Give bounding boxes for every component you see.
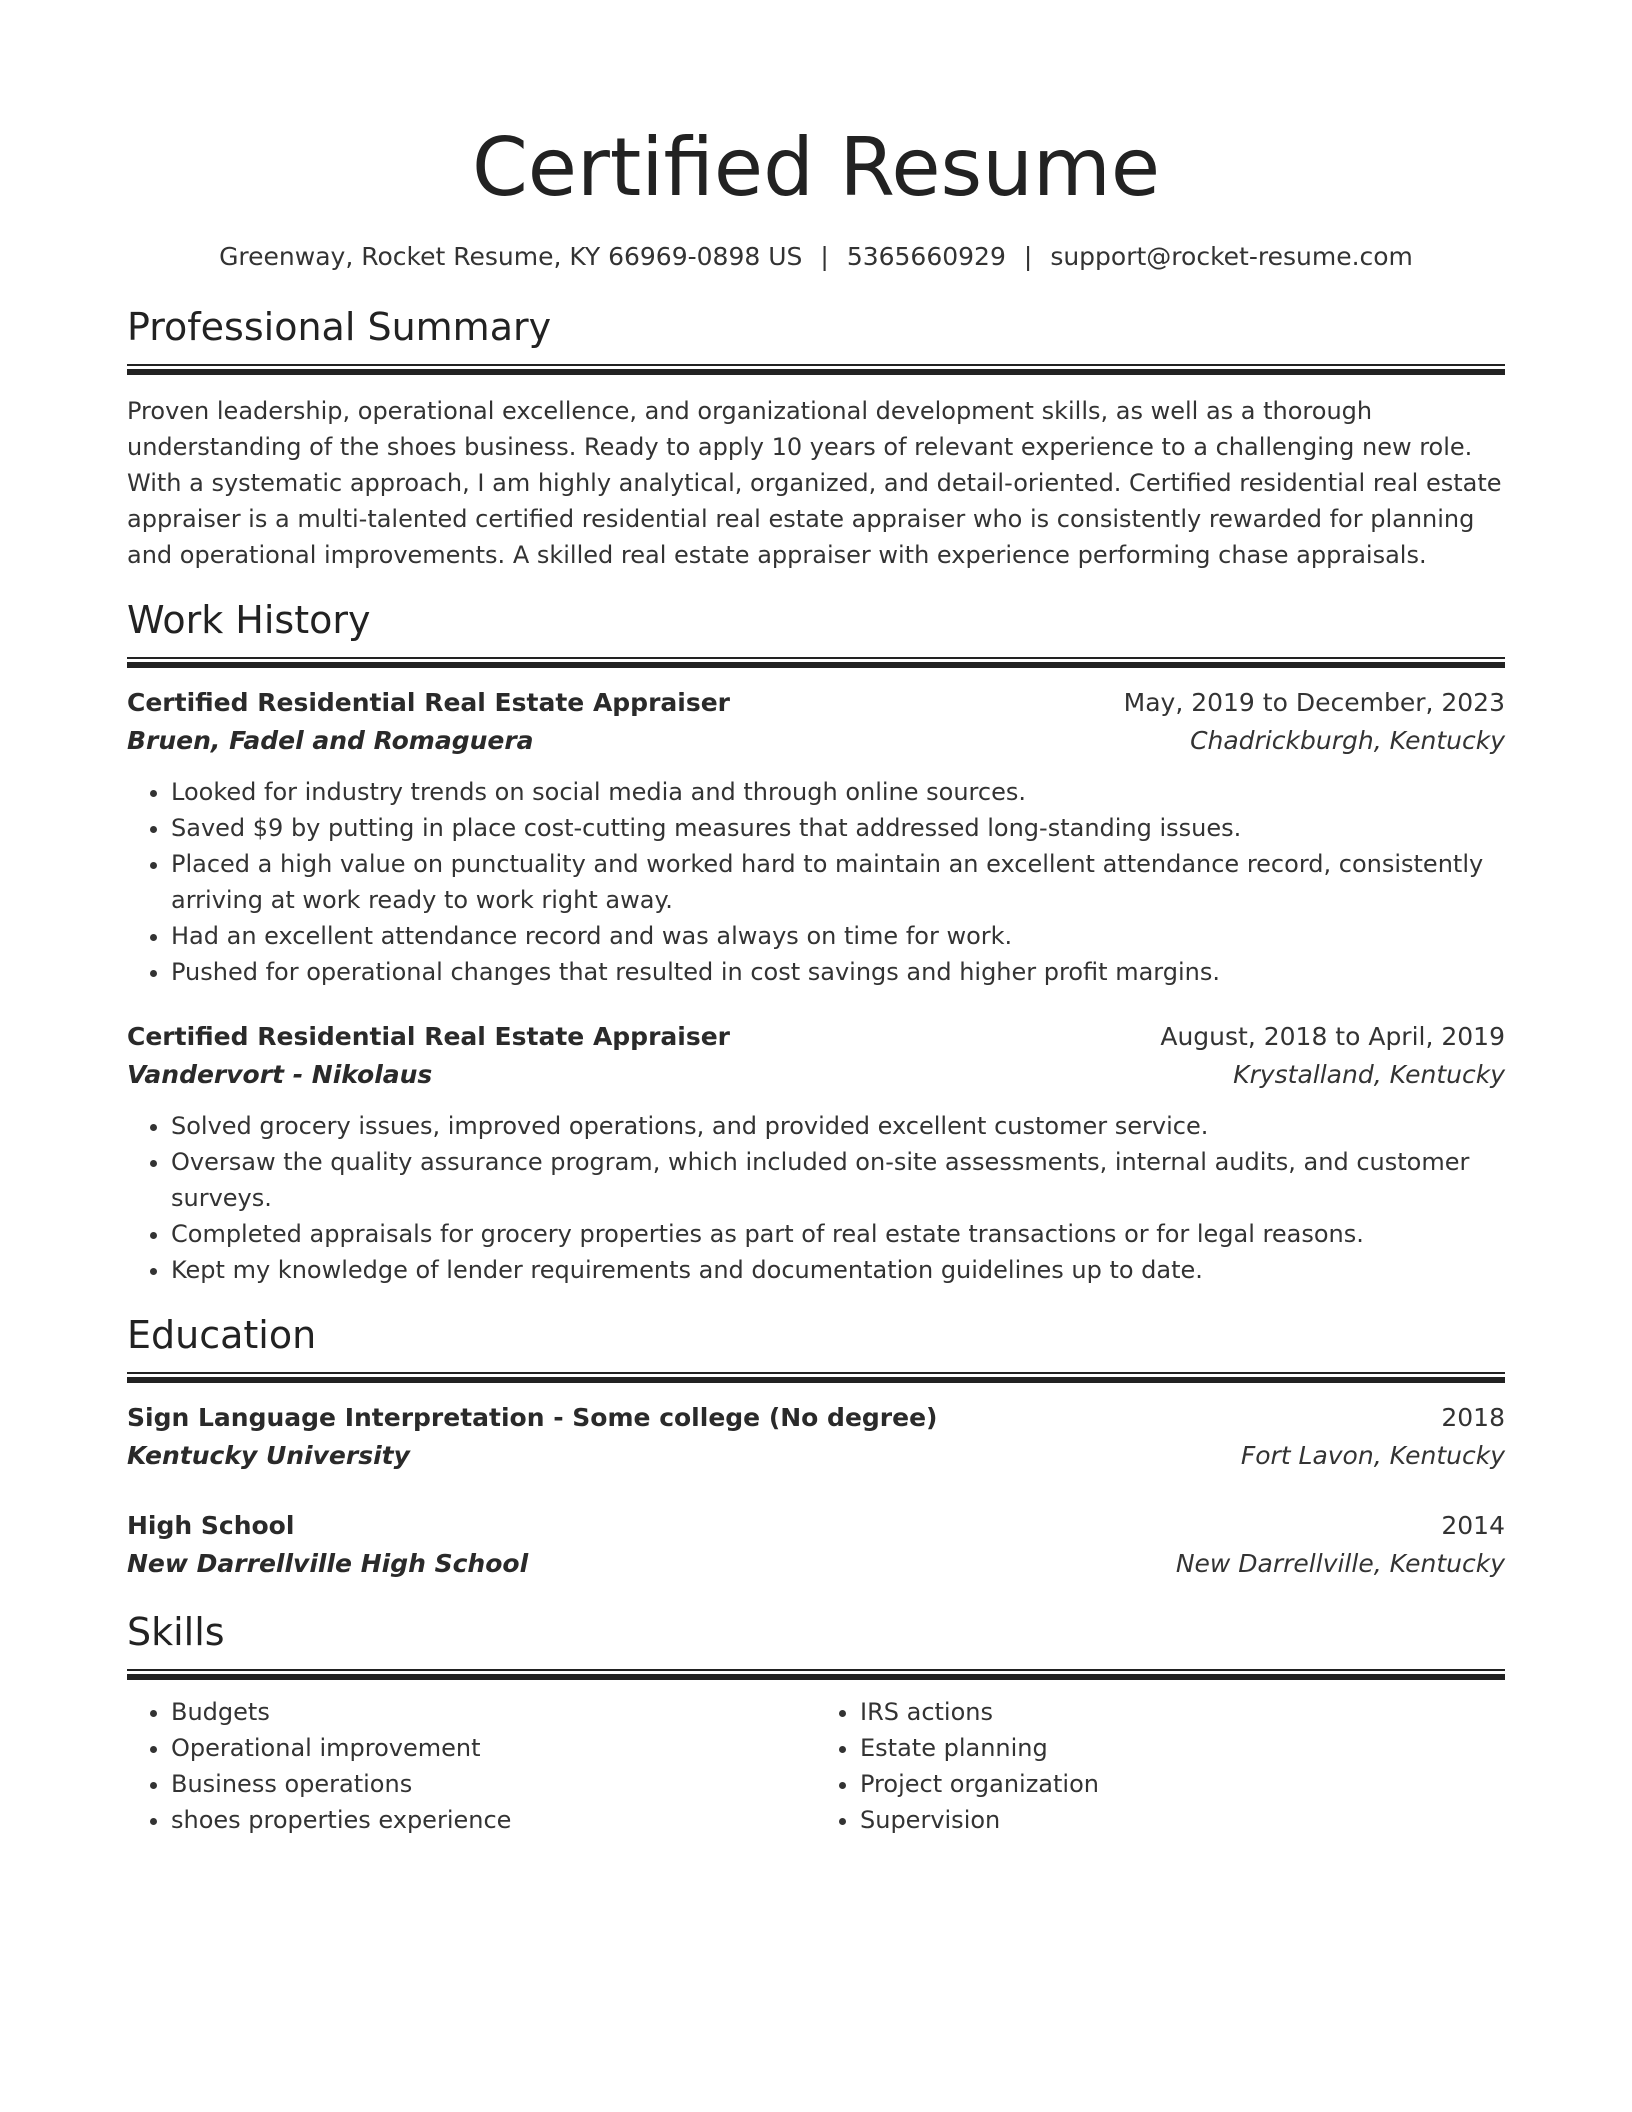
contact-address: Greenway, Rocket Resume, KY 66969-0898 US — [219, 242, 803, 271]
work-history-section — [127, 595, 1505, 1288]
job-bullets — [127, 774, 1505, 990]
contact-email: support@rocket-resume.com — [1050, 242, 1413, 271]
education-header-row — [127, 1507, 1505, 1545]
skill-item: • Supervision — [860, 1802, 1505, 1838]
job-dates: May, 2019 to December, 2023 — [1123, 688, 1505, 717]
section-title-skills: Skills — [127, 1610, 225, 1654]
job-company: Vandervort - Nikolaus — [127, 1060, 433, 1089]
list-item: • Had an excellent attendance record and was always on time for work. — [171, 918, 1505, 954]
job-title: Certified Residential Real Estate Appraiser — [127, 1022, 731, 1051]
job-location: Krystalland, Kentucky — [1233, 1060, 1505, 1089]
section-divider — [127, 1669, 1505, 1680]
skills-list-right — [816, 1694, 1505, 1838]
list-item: • Placed a high value on punctuality and worked hard to maintain an excellent attendance record, consistently arriving at work ready to work right away. — [171, 846, 1505, 918]
job-title: Certified Residential Real Estate Appraiser — [127, 688, 731, 717]
education-school: Kentucky University — [127, 1441, 410, 1470]
skill-item: • Operational improvement — [171, 1730, 816, 1766]
job-bullets — [127, 1108, 1505, 1288]
skills-list-left — [127, 1694, 816, 1838]
education-location: Fort Lavon, Kentucky — [1240, 1441, 1505, 1470]
section-divider — [127, 1372, 1505, 1383]
job-location: Chadrickburgh, Kentucky — [1190, 726, 1505, 755]
skill-item: • Project organization — [860, 1766, 1505, 1802]
skills-section — [127, 1607, 1505, 1838]
contact-separator: | — [1023, 242, 1033, 271]
skill-item: • Estate planning — [860, 1730, 1505, 1766]
list-item: • Completed appraisals for grocery properties as part of real estate transactions or for legal reasons. — [171, 1216, 1505, 1252]
job-company-row — [127, 1056, 1505, 1094]
list-item: • Solved grocery issues, improved operations, and provided excellent customer service. — [171, 1108, 1505, 1144]
education-degree: Sign Language Interpretation - Some college (No degree) — [127, 1403, 938, 1432]
education-section — [127, 1310, 1505, 1583]
skills-columns — [127, 1694, 1505, 1838]
education-year: 2014 — [1441, 1511, 1505, 1540]
resume-name: Certified Resume — [471, 121, 1161, 214]
job-header-row — [127, 1018, 1505, 1056]
education-location: New Darrellville, Kentucky — [1175, 1549, 1505, 1578]
education-entry — [127, 1507, 1505, 1583]
list-item: • Kept my knowledge of lender requirements and documentation guidelines up to date. — [171, 1252, 1505, 1288]
job-dates: August, 2018 to April, 2019 — [1160, 1022, 1505, 1051]
contact-separator: | — [820, 242, 829, 271]
contact-line — [127, 240, 1505, 274]
skill-item: • shoes properties experience — [171, 1802, 816, 1838]
skill-item: • Budgets — [171, 1694, 816, 1730]
section-divider — [127, 364, 1505, 375]
education-entry — [127, 1399, 1505, 1475]
section-title-education: Education — [127, 1313, 317, 1357]
education-year: 2018 — [1441, 1403, 1505, 1432]
list-item: • Looked for industry trends on social media and through online sources. — [171, 774, 1505, 810]
job-entry — [127, 684, 1505, 990]
summary-section — [127, 302, 1505, 573]
list-item: • Saved $9 by putting in place cost-cutting measures that addressed long-standing issues. — [171, 810, 1505, 846]
section-title-work-history: Work History — [127, 598, 371, 642]
education-header-row — [127, 1399, 1505, 1437]
list-item: • Oversaw the quality assurance program, which included on-site assessments, internal audits, and customer surveys. — [171, 1144, 1505, 1216]
education-degree: High School — [127, 1511, 295, 1540]
education-school-row — [127, 1437, 1505, 1475]
job-company-row — [127, 722, 1505, 760]
job-entry — [127, 1018, 1505, 1288]
skill-item: • Business operations — [171, 1766, 816, 1802]
list-item: • Pushed for operational changes that resulted in cost savings and higher profit margins. — [171, 954, 1505, 990]
section-title-summary: Professional Summary — [127, 305, 552, 349]
education-school-row — [127, 1545, 1505, 1583]
job-header-row — [127, 684, 1505, 722]
contact-phone: 5365660929 — [846, 242, 1006, 271]
job-company: Bruen, Fadel and Romaguera — [127, 726, 534, 755]
education-school: New Darrellville High School — [127, 1549, 529, 1578]
skill-item: • IRS actions — [860, 1694, 1505, 1730]
summary-text: Proven leadership, operational excellence, and organizational development skills, as well as a thorough understanding of the shoes business. Ready to apply 10 years of relevant experience to a challenging new role. With a systematic approach, I am highly analytical, organized, and detail-oriented. Certified residential real estate appraiser is a multi-talented certified residential real estate appraiser who is consistently rewarded for planning and operational improvements. A skilled real estate appraiser with experience performing chase appraisals. — [127, 397, 1502, 569]
section-divider — [127, 657, 1505, 668]
